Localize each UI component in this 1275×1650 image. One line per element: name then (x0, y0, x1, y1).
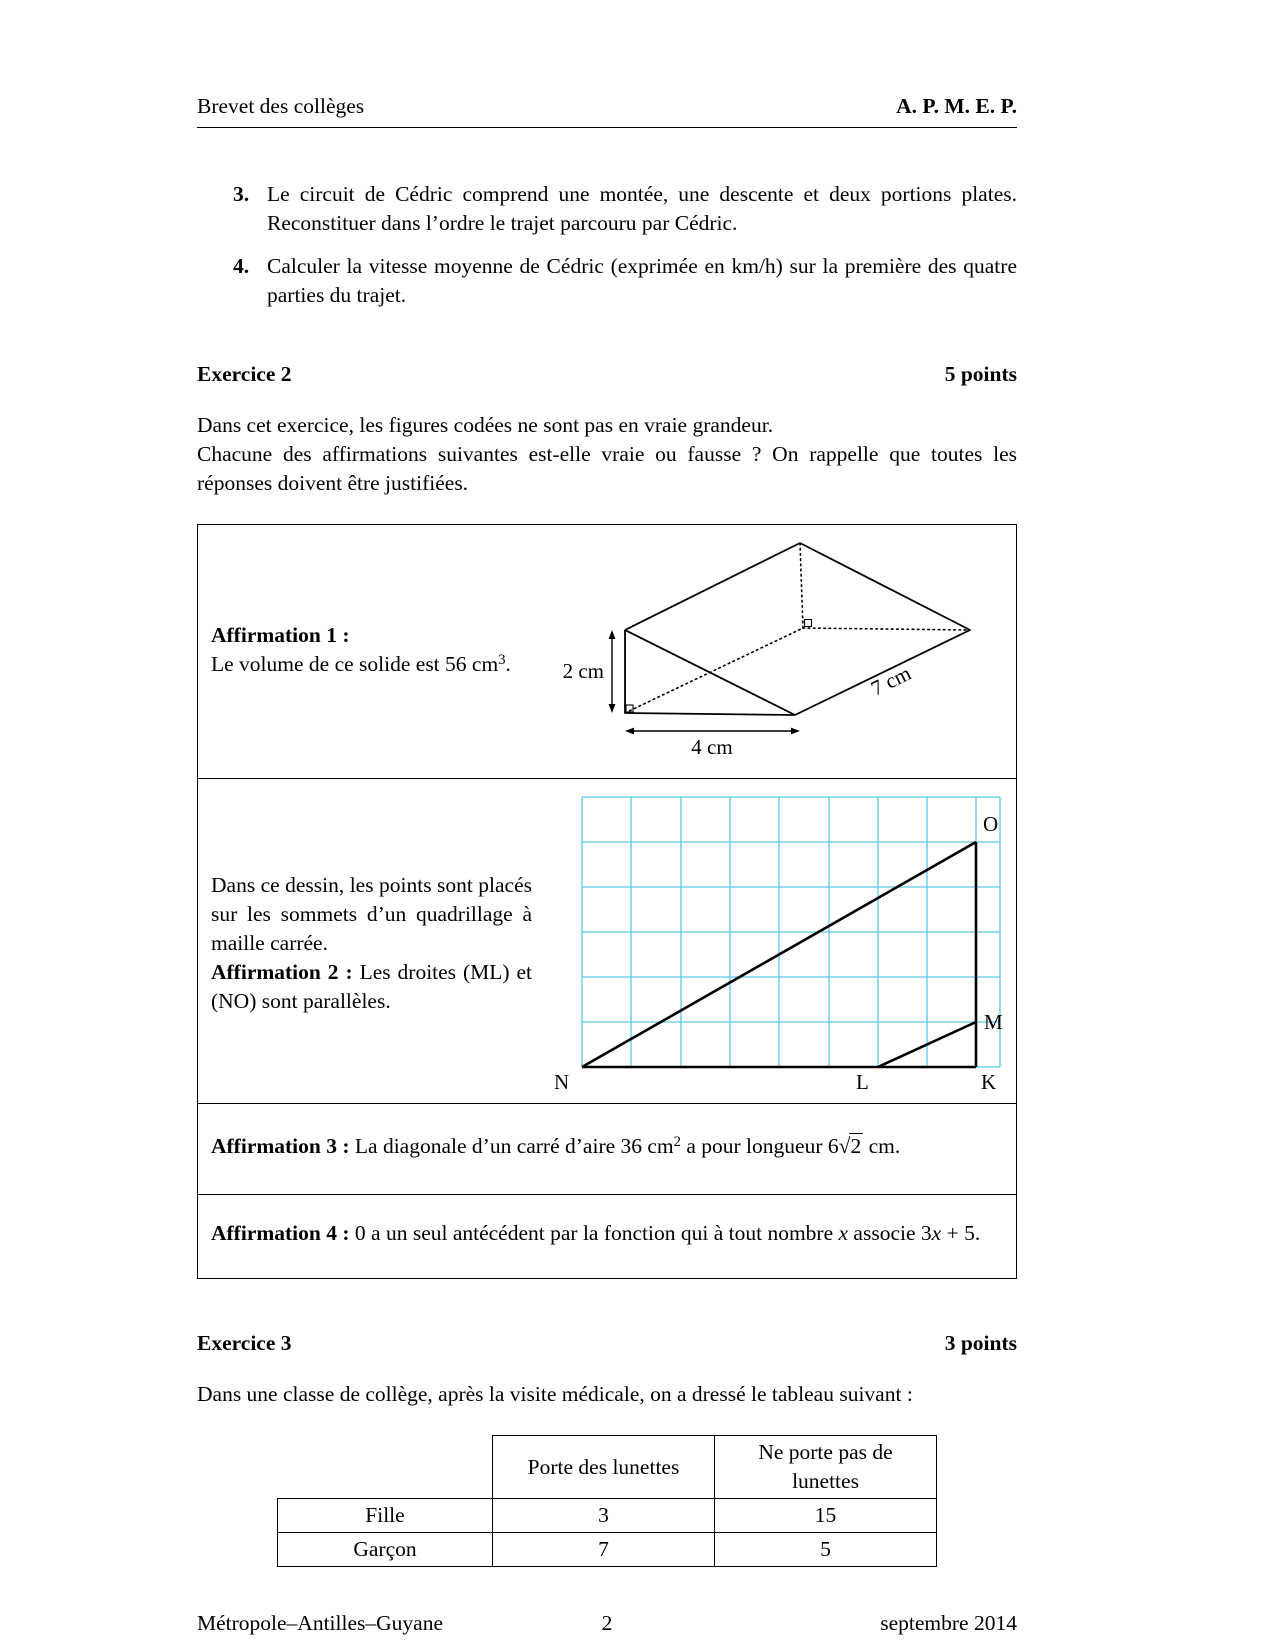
exercice2-points: 5 points (944, 362, 1017, 386)
prism-hidden-edges (625, 543, 970, 713)
point-label-O: O (983, 812, 999, 836)
item-text: Le circuit de Cédric comprend une montée, une descente et deux portions plates. Reconstituer dans l’ordre le trajet parcouru par Cédric. (267, 182, 1017, 235)
table-corner-cell (278, 1436, 493, 1499)
sqrt-radicand: 2 (850, 1134, 862, 1158)
affirmation1-row (198, 525, 1016, 779)
cell-value: 15 (715, 1499, 937, 1533)
exercice2-intro-line2: Chacune des affirmations suivantes est-elle vraie ou fausse ? On rappelle que toutes les réponses doivent être justifiées. (197, 442, 1017, 495)
affirmation3-text-2: a pour longueur 6 (680, 1134, 839, 1158)
exercice3-intro: Dans une classe de collège, après la visite médicale, on a dressé le tableau suivant : (197, 1382, 913, 1406)
list-item-3 (197, 180, 1017, 238)
cell-value: 5 (715, 1533, 937, 1567)
page-header (197, 92, 1017, 128)
affirmation4-text-3: + 5. (941, 1221, 981, 1245)
page-footer (197, 1609, 1017, 1638)
cell-value: 7 (493, 1533, 715, 1567)
prism-svg (560, 535, 1010, 760)
grid-figure (548, 785, 1010, 1101)
list-item-4 (197, 252, 1017, 310)
table-row-garcon (278, 1533, 937, 1567)
table-header-porte-lunettes: Porte des lunettes (493, 1436, 715, 1499)
affirmation1-sentence: Le volume de ce solide est 56 cm (211, 652, 499, 676)
affirmation3-row (198, 1104, 1016, 1195)
header-right-title: A. P. M. E. P. (896, 94, 1017, 118)
period: . (505, 652, 511, 676)
exercice2-heading (197, 360, 1017, 389)
affirmation1-label: Affirmation 1 : (211, 623, 350, 647)
exponent: 3 (498, 651, 506, 668)
depth-dimension-label: 7 cm (867, 660, 915, 701)
row-label: Garçon (278, 1533, 493, 1567)
affirmation4-text-1: 0 a un seul antécédent par la fonction qui à tout nombre (349, 1221, 839, 1245)
prism-figure (560, 535, 1010, 768)
row-label: Fille (278, 1499, 493, 1533)
point-label-M: M (984, 1010, 1003, 1034)
exercice3-title: Exercice 3 (197, 1331, 292, 1355)
affirmation4-row (198, 1195, 1016, 1278)
table-header-row (278, 1436, 937, 1499)
item-number: 3. (233, 182, 250, 206)
point-label-K: K (981, 1070, 997, 1093)
variable-x: x (931, 1221, 942, 1245)
table-header-ne-porte-pas: Ne porte pas de lunettes (715, 1436, 937, 1499)
glasses-table (277, 1435, 937, 1567)
sqrt-symbol: √ (838, 1134, 850, 1158)
affirmation2-sentence: Les droites (ML) et (NO) sont parallèles. (211, 959, 532, 1013)
exercice2-title: Exercice 2 (197, 362, 292, 386)
exercice3-points: 3 points (944, 1331, 1017, 1355)
right-angle-markers (626, 620, 812, 713)
exercice2-intro-line1: Dans cet exercice, les figures codées ne sont pas en vraie grandeur. (197, 413, 774, 437)
header-left-title: Brevet des collèges (197, 94, 365, 118)
point-label-L: L (856, 1070, 869, 1093)
affirmation4-text-2: associe 3 (848, 1221, 932, 1245)
affirmation2-row (198, 779, 1016, 1104)
affirmation2-description: Dans ce dessin, les points sont placés sur les sommets d’un quadrillage à maille carrée. (211, 872, 532, 955)
dimension-arrows (609, 630, 800, 734)
affirmation3-text-1: La diagonale d’un carré d’aire 36 cm (349, 1134, 674, 1158)
point-label-N: N (554, 1070, 570, 1093)
item-number: 4. (233, 254, 250, 278)
exercice3-heading (197, 1329, 1017, 1358)
affirmations-box (197, 524, 1017, 1279)
affirmation2-statement (211, 958, 532, 1016)
grid-lines (582, 797, 1000, 1067)
table-row-fille (278, 1499, 937, 1533)
affirmation2-label: Affirmation 2 : (211, 959, 353, 984)
affirmation4-label: Affirmation 4 : (211, 1221, 350, 1245)
item-text: Calculer la vitesse moyenne de Cédric (exprimée en km/h) sur la première des quatre parties du trajet. (267, 254, 1017, 307)
affirmation3-text-3: cm. (863, 1134, 901, 1158)
footer-page-number: 2 (601, 1611, 613, 1635)
footer-right: septembre 2014 (880, 1611, 1017, 1635)
variable-x: x (838, 1221, 849, 1245)
exponent: 2 (673, 1133, 681, 1150)
width-dimension-label: 4 cm (691, 735, 733, 759)
affirmation3-label: Affirmation 3 : (211, 1134, 350, 1158)
cell-value: 3 (493, 1499, 715, 1533)
affirmation1-text (211, 621, 520, 682)
footer-left: Métropole–Antilles–Guyane (197, 1611, 444, 1635)
grid-svg (548, 785, 1010, 1093)
height-dimension-label: 2 cm (562, 659, 604, 683)
affirmation2-text (211, 871, 532, 1016)
